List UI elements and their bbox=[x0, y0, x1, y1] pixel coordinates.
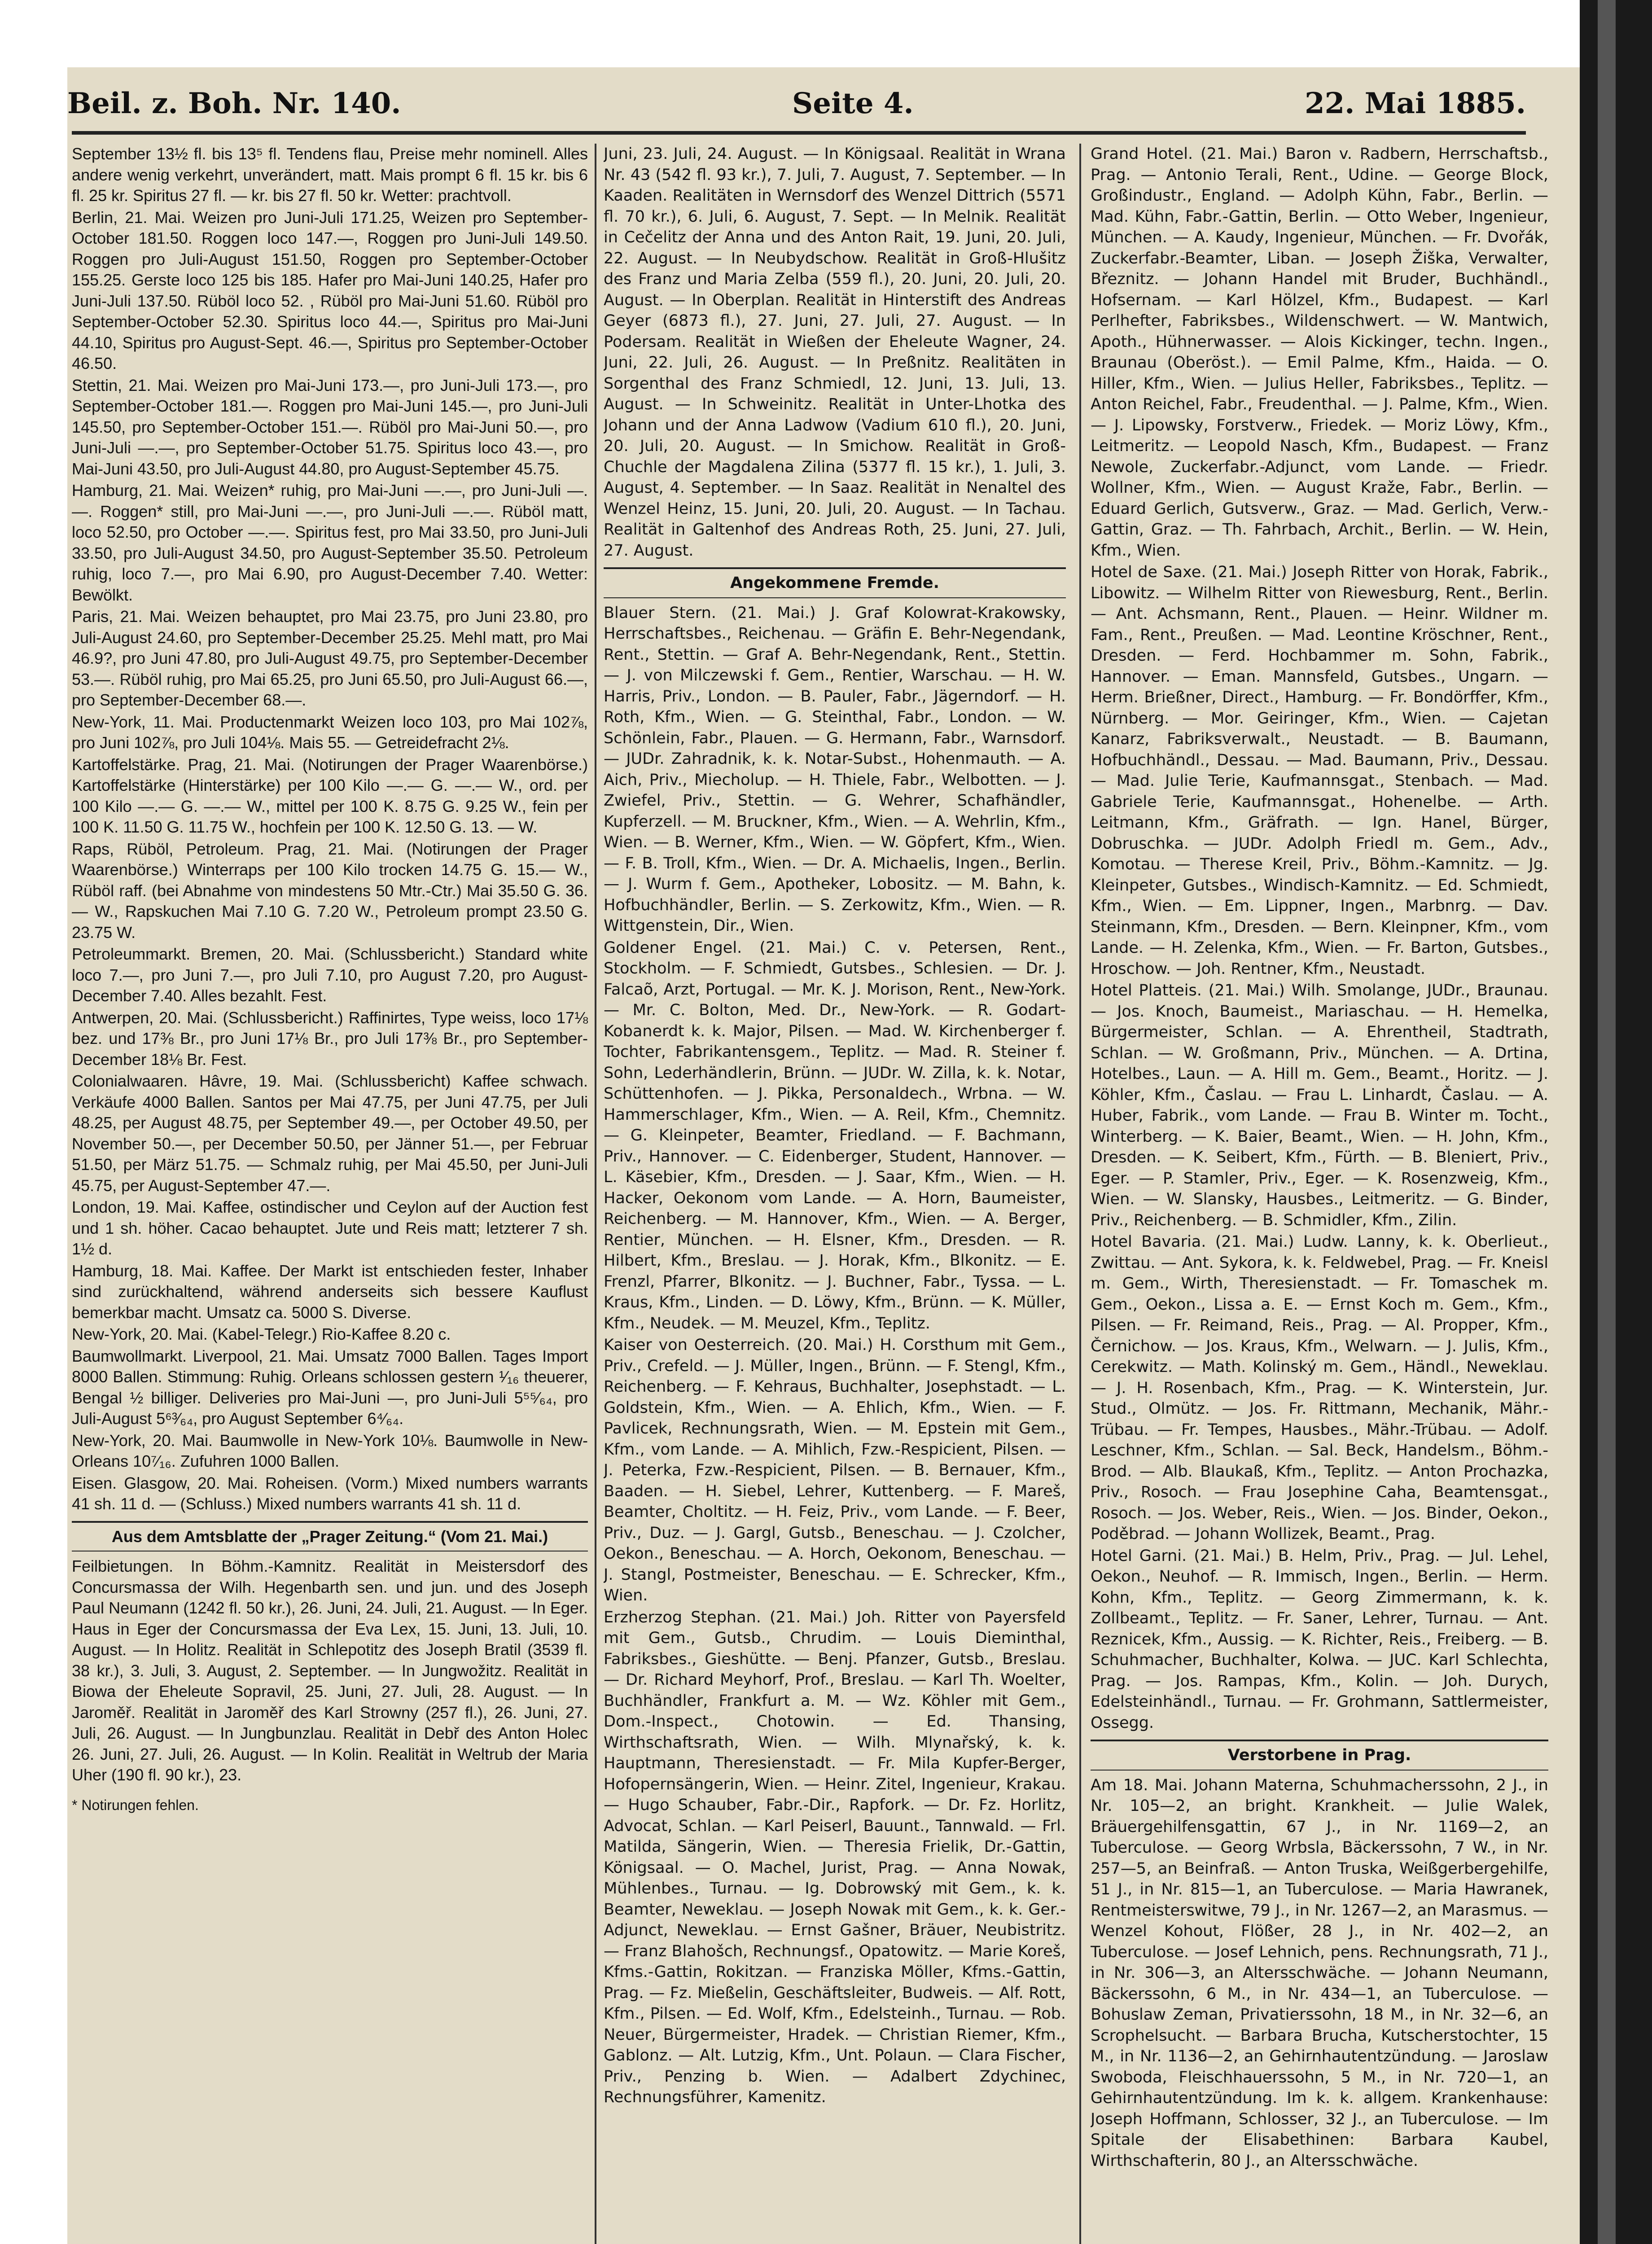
page-header bbox=[67, 79, 1526, 128]
auction-notice: Juni, 23. Juli, 24. August. — In Königsaal. Realität in Wrana Nr. 43 (542 fl. 93 kr.), 7. Juli, 7. August, 7. September. — In Kaaden. Realitäten in Wernsdorf des Wenzel Dittrich (5571 fl. 70 kr.), 6. Juli, 6. August, 7. Sept. — In Melnik. Realität in Cečelitz der Anna und des Anton Rait, 19. Juni, 20. Juli, 22. August. — In Neubydschow. Realität in Groß-Hlušitz des Franz und Maria Zelba (559 fl.), 20. Juni, 20. Juli, 20. August. — In Oberplan. Realität in Hinterstift des Andreas Geyer (6873 fl.), 27. Juni, 27. Juli, 27. August. — In Podersam. Realität in Wießen der Eheleute Wagner, 24. Juni, 22. Juli, 26. August. — In Preßnitz. Realitäten in Sorgenthal des Franz Schmiedl, 12. Juni, 13. Juli, 13. August. — In Schweinitz. Realität in Unter-Lhotka des Johann und der Anna Ladwow (Vadium 610 fl.), 20. Juni, 20. Juli, 20. August. — In Smichow. Realität in Groß-Chuchle der Magdalena Zilina (5377 fl. 15 kr.), 1. Juli, 3. August, 4. September. — In Saaz. Realität in Nenaltel des Wenzel Heinz, 15. Juni, 20. Juli, 20. August. — In Tachau. Realität in Galtenhof des Andreas Roth, 25. Juni, 27. Juli, 27. August. bbox=[604, 145, 1066, 560]
auction-notice: Feilbietungen. In Böhm.-Kamnitz. Realität in Meistersdorf des Concursmassa der Wilh. Hegenbarth sen. und jun. und des Joseph Paul Neumann (1242 fl. 50 kr.), 26. Juni, 24. Juli, 21. August. — In Eger. Haus in Eger der Concursmassa der Eva Lex, 15. Juni, 13. Juli, 10. August. — In Holitz. Realität in Schlepotitz des Joseph Bratil (3539 fl. 38 kr.), 3. Juli, 3. August, 2. September. — In Jungwožitz. Realität in Biowa der Eheleute Sopravil, 25. Juni, 27. Juli, 28. August. — In Jaroměř. Realität in Jaroměř des Karl Strowny (257 fl.), 26. Juni, 27. Juli, 26. August. — In Jungbunzlau. Realität in Debř des Anton Holec 26. Juni, 27. Juli, 26. August. — In Kolin. Realität in Weltrub der Maria Uher (190 fl. 90 kr.), 23. bbox=[72, 1557, 588, 1784]
hotel-guest-list: Hotel Platteis. (21. Mai.) Wilh. Smolange, JUDr., Braunau. — Jos. Knoch, Baumeist., Mariaschau. — H. Hemelka, Bürgermeister, Schlan. — A. Ehrentheil, Stadtrath, Schlan. — W. Großmann, Priv., München. — A. Drtina, Hotelbes., Laun. — A. Hill m. Gem., Beamt., Horitz. — J. Köhler, Kfm., Časlau. — Frau L. Linhardt, Časlau. — A. Huber, Fabrik., vom Lande. — Frau B. Winter m. Tocht., Winterberg. — K. Baier, Beamt., Wien. — H. John, Kfm., Dresden. — K. Seibert, Kfm., Fürth. — B. Bleniert, Priv., Eger. — P. Stamler, Priv., Eger. — K. Rosenzweig, Kfm., Wien. — W. Slansky, Hausbes., Leitmeritz. — G. Binder, Priv., Reichenberg. — B. Schmidler, Kfm., Zilin. bbox=[1091, 982, 1548, 1229]
hotel-guest-list: Grand Hotel. (21. Mai.) Baron v. Radbern, Herrschaftsb., Prag. — Antonio Terali, Rent., Udine. — George Block, Großindustr., England. — Adolph Kühn, Fabr., Berlin. — Mad. Kühn, Fabr.-Gattin, Berlin. — Otto Weber, Ingenieur, München. — A. Kaudy, Ingenieur, München. — Fr. Dvořák, Zuckerfabr.-Beamter, Liban. — Joseph Žiška, Verwalter, Březnitz. — Johann Handel mit Bruder, Buchhändl., Hofsernam. — Karl Hölzel, Kfm., Budapest. — Karl Perlhefter, Fabriksbes., Wildenschwert. — W. Mantwich, Apoth., Hühnerwasser. — Alois Kickinger, techn. Ingen., Braunau (Oberöst.). — Emil Palme, Kfm., Haida. — O. Hiller, Kfm., Wien. — Julius Heller, Fabriksbes., Teplitz. — Anton Reichel, Fabr., Freudenthal. — J. Palme, Kfm., Wien. — J. Lipowsky, Forstverw., Friedek. — Moriz Löwy, Kfm., Leitmeritz. — Leopold Nasch, Kfm., Budapest. — Franz Newole, Zuckerfabr.-Adjunct, vom Lande. — Friedr. Wollner, Kfm., Wien. — August Kraže, Fabr., Berlin. — Eduard Gerlich, Gutsverw., Graz. — Mad. Gerlich, Verw.-Gattin, Graz. — Th. Fahrbach, Archit., Berlin. — W. Hein, Kfm., Wien. bbox=[1091, 145, 1548, 560]
market-report: Berlin, 21. Mai. Weizen pro Juni-Juli 171.25, Weizen pro September-October 181.50. Roggen loco 147.—, Roggen pro Juni-Juli 149.50. Roggen pro Juli-August 151.50, Roggen pro September-October 155.25. Gerste loco 125 bis 185. Hafer pro Mai-Juni 140.25, Hafer pro Juni-Juli 137.50. Rüböl loco 52. , Rüböl pro Mai-Juni 51.60. Rüböl pro September-October 52.30. Spiritus loco 44.—, Spiritus pro Mai-Juni 44.10, Spiritus pro August-Sept. 46.—, Spiritus pro September-October 46.50. bbox=[72, 208, 588, 373]
header-rule bbox=[72, 131, 1526, 135]
market-report: Paris, 21. Mai. Weizen behauptet, pro Mai 23.75, pro Juni 23.80, pro Juli-August 24.60, pro September-December 25.25. Mehl matt, pro Mai 46.9?, pro Juni 47.80, pro Juli-August 49.75, pro September-December 53.—. Rüböl ruhig, pro Mai 65.25, pro Juni 65.50, pro Juli-August 66.—, pro September-December 68.—. bbox=[72, 607, 588, 709]
header-date: 22. Mai 1885. bbox=[1305, 86, 1526, 120]
header-page-number: Seite 4. bbox=[792, 86, 914, 120]
market-report: Hamburg, 21. Mai. Weizen* ruhig, pro Mai-Juni —.—, pro Juni-Juli —.—. Roggen* still, pro Mai-Juni —.—, pro Juni-Juli —.—. Rüböl matt, loco 52.50, pro October —.—. Spiritus fest, pro Mai 33.50, pro Juni-Juli 33.50, pro Juli-August 34.50, pro August-September 35.50. Petroleum ruhig, loco 7.—, pro Mai 6.90, pro August-December 7.40. Wetter: Bewölkt. bbox=[72, 481, 588, 604]
hotel-guest-list: Goldener Engel. (21. Mai.) C. v. Petersen, Rent., Stockholm. — F. Schmiedt, Gutsbes., Schlesien. — Dr. J. Falcaõ, Arzt, Portugal. — Mr. K. J. Morison, Rent., New-York. — Mr. C. Bolton, Med. Dr., New-York. — R. Godart-Kobanerdt k. k. Major, Pilsen. — Mad. W. Kirchenberger f. Tochter, Fabrikantensgem., Teplitz. — Mad. R. Steiner f. Sohn, Lederhändlerin, Brünn. — JUDr. W. Zilla, k. k. Notar, Schüttenhofen. — J. Pikka, Personaldech., Wrbna. — W. Hammerschlager, Kfm., Wien. — A. Reil, Kfm., Chemnitz. — G. Kleinpeter, Beamter, Friedland. — F. Bachmann, Priv., Hannover. — C. Eidenberger, Student, Hannover. — L. Käsebier, Kfm., Dresden. — J. Saar, Kfm., Wien. — H. Hacker, Oekonom vom Lande. — A. Horn, Baumeister, Reichenberg. — M. Hannover, Kfm., Wien. — A. Berger, Rentier, München. — H. Elsner, Kfm., Dresden. — R. Hilbert, Kfm., Breslau. — J. Horak, Kfm., Blkonitz. — E. Frenzl, Pfarrer, Blkonitz. — J. Buchner, Fabr., Tyssa. — L. Kraus, Kfm., Linden. — D. Löwy, Kfm., Brünn. — K. Müller, Kfm., Neudek. — M. Meuzel, Kfm., Teplitz. bbox=[604, 938, 1066, 1332]
market-report: Baumwollmarkt. Liverpool, 21. Mai. Umsatz 7000 Ballen. Tages Import 8000 Ballen. Stimmung: Ruhig. Orleans schlossen gestern ¹⁄₁₆ theuerer, Bengal ½ billiger. Deliveries pro Mai-Juni —, pro Juni-Juli 5⁵⁵⁄₆₄, pro Juli-August 5⁶³⁄₆₄, pro August September 6⁴⁄₆₄. bbox=[72, 1346, 588, 1428]
section-heading-amtsblatt: Aus dem Amtsblatte der „Prager Zeitung.“ (Vom 21. Mai.) bbox=[72, 1521, 588, 1552]
column-divider-2 bbox=[1079, 144, 1081, 2244]
market-report: New-York, 20. Mai. (Kabel-Telegr.) Rio-Kaffee 8.20 c. bbox=[72, 1325, 451, 1343]
hotel-guest-list: Hotel de Saxe. (21. Mai.) Joseph Ritter von Horak, Fabrik., Libowitz. — Wilhelm Ritter von Riewesburg, Rent., Berlin. — Ant. Achsmann, Rent., Plauen. — Heinr. Wildner m. Fam., Rent., Preußen. — Mad. Leontine Kröschner, Rent., Dresden. — Ferd. Hochbammer m. Sohn, Fabrik., Hannover. — Eman. Mannsfeld, Gutsbes., Ungarn. — Herm. Brießner, Direct., Hamburg. — Fr. Bondörffer, Kfm., Nürnberg. — Mor. Geiringer, Kfm., Wien. — Cajetan Kanarz, Fabriksverwalt., Neustadt. — B. Baumann, Hofbuchhändl., Dessau. — Mad. Baumann, Priv., Dessau. — Mad. Julie Terie, Kaufmannsgat., Stenbach. — Mad. Gabriele Terie, Kaufmannsgat., Hohenelbe. — Arth. Leitmann, Kfm., Gräfrath. — Ign. Hanel, Bürger, Dobruschka. — JUDr. Adolph Friedl m. Gem., Adv., Komotau. — Therese Kreil, Priv., Böhm.-Kamnitz. — Jg. Kleinpeter, Gutsbes., Windisch-Kamnitz. — Ed. Schmiedt, Kfm., Wien. — Em. Lippner, Ingen., Marbnrg. — Dav. Steinmann, Kfm., Dresden. — Bern. Kleinpner, Kfm., vom Lande. — H. Zelenka, Kfm., Wien. — Fr. Barton, Gutsbes., Hroschow. — Joh. Rentner, Kfm., Neustadt. bbox=[1091, 563, 1548, 978]
market-report: Stettin, 21. Mai. Weizen pro Mai-Juni 173.—, pro Juni-Juli 173.—, pro September-October 181.—. Roggen pro Mai-Juni 145.—, pro Juni-Juli 145.50, pro September-October 151.—. Rüböl pro Mai-Juni 50.—, pro Juni-Juli —.—, pro September-October 51.75. Spiritus loco 43.—, pro Mai-Juni 43.50, pro Juli-August 44.80, pro August-September 45.75. bbox=[72, 376, 588, 478]
market-report: New-York, 11. Mai. Productenmarkt Weizen loco 103, pro Mai 102⅞, pro Juni 102⅞, pro Juli 104⅛. Mais 55. — Getreidefracht 2⅛. bbox=[72, 712, 588, 752]
market-report: Antwerpen, 20. Mai. (Schlussbericht.) Raffinirtes, Type weiss, loco 17⅛ bez. und 17⅜ Br., pro Juni 17⅛ Br., pro Juli 17⅜ Br., pro September-December 18⅛ Br. Fest. bbox=[72, 1008, 588, 1069]
scan-border-inner bbox=[1598, 0, 1616, 2244]
market-report: Eisen. Glasgow, 20. Mai. Roheisen. (Vorm.) Mixed numbers warrants 41 sh. 11 d. — (Schluss.) Mixed numbers warrants 41 sh. 11 d. bbox=[72, 1473, 588, 1513]
section-heading-deaths: Verstorbene in Prag. bbox=[1091, 1740, 1548, 1771]
hotel-guest-list: Erzherzog Stephan. (21. Mai.) Joh. Ritter von Payersfeld mit Gem., Gutsb., Chrudim. — Louis Dieminthal, Fabriksbes., Gieshütte. — Benj. Pfanzer, Gutsb., Breslau. — Dr. Richard Meyhorf, Prof., Breslau. — Karl Th. Woelter, Buchhändler, Frankfurt a. M. — Wz. Köhler mit Gem., Dom.-Inspect., Chotowin. — Ed. Thansing, Wirthschaftsrath, Wien. — Wilh. Mlynařský, k. k. Hauptmann, Theresienstadt. — Fr. Mila Kupfer-Berger, Hofopernsängerin, Wien. — Heinr. Zitel, Ingenieur, Krakau. — Hugo Schauber, Fabr.-Dir., Rapfork. — Dr. Fz. Horlitz, Advocat, Schlan. — Karl Peiserl, Bauunt., Tannwald. — Frl. Matilda, Sängerin, Wien. — Theresia Frielik, Dr.-Gattin, Königsaal. — O. Machel, Jurist, Prag. — Anna Nowak, Mühlenbes., Turnau. — Ig. Dobrowský mit Gem., k. k. Beamter, Neweklau. — Joseph Nowak mit Gem., k. k. Ger.-Adjunct, Neweklau. — Ernst Gašner, Bräuer, Neubistritz. — Franz Blahošch, Rechnungsf., Opatowitz. — Marie Koreš, Kfms.-Gattin, Rokitzan. — Franziska Möller, Kfms.-Gattin, Prag. — Fz. Mießelin, Geschäftsleiter, Budweis. — Alf. Rott, Kfm., Pilsen. — Ed. Wolf, Kfm., Edelsteinh., Turnau. — Rob. Neuer, Bürgermeister, Hradek. — Christian Riemer, Kfm., Gablonz. — Alt. Lutzig, Kfm., Unt. Polaun. — Clara Fischer, Priv., Penzing b. Wien. — Adalbert Zdychinec, Rechnungsführer, Kamenitz. bbox=[604, 1608, 1066, 2106]
market-report: Colonialwaaren. Hâvre, 19. Mai. (Schlussbericht) Kaffee schwach. Verkäufe 4000 Ballen. Santos per Mai 47.75, per Juni 47.75, per Juli 48.25, per August 48.75, per September 49.—, per October 49.50, per November 50.—, per December 50.50, per Jänner 51.—, per Februar 51.50, per März 51.75. — Schmalz ruhig, per Mai 45.50, per Juni-Juli 45.75, per August-September 47.—. bbox=[72, 1072, 588, 1195]
scan-border bbox=[1580, 0, 1652, 2244]
hotel-guest-list: Blauer Stern. (21. Mai.) J. Graf Kolowrat-Krakowsky, Herrschaftsbes., Reichenau. — Gräfin E. Behr-Negendank, Rent., Stettin. — Graf A. Behr-Negendank, Rent., Stettin. — J. von Milczewski f. Gem., Rentier, Warschau. — H. W. Harris, Priv., London. — B. Pauler, Fabr., Jägerndorf. — H. Roth, Kfm., Wien. — G. Steinthal, Fabr., London. — W. Schönlein, Fabr., Plauen. — G. Hermann, Fabr., Warnsdorf. — JUDr. Zahradnik, k. k. Notar-Subst., Hohenmauth. — A. Aich, Priv., Miecholup. — H. Thiele, Fabr., Welbotten. — J. Zwiefel, Priv., Stettin. — G. Wehrer, Schafhändler, Kupferzell. — M. Bruckner, Kfm., Wien. — A. Wehrlin, Kfm., Wien. — B. Werner, Kfm., Wien. — W. Göpfert, Kfm., Wien. — F. B. Troll, Kfm., Wien. — Dr. A. Michaelis, Ingen., Berlin. — J. Wurm f. Gem., Apotheker, Lobositz. — M. Bahn, k. Hofbuchhändler, Berlin. — S. Zerkowitz, Kfm., Wien. — R. Wittgenstein, Dir., Wien. bbox=[604, 604, 1066, 935]
hotel-guest-list: Hotel Bavaria. (21. Mai.) Ludw. Lanny, k. k. Oberlieut., Zwittau. — Ant. Sykora, k. k. Feldwebel, Prag. — Fr. Kneisl m. Gem., Wirth, Theresienstadt. — Fr. Tomaschek m. Gem., Oekon., Lissa a. E. — Ernst Koch m. Gem., Kfm., Pilsen. — Fr. Reimand, Reis., Prag. — Al. Propper, Kfm., Černichow. — Jos. Kraus, Kfm., Welwarn. — J. Julis, Kfm., Cerekwitz. — Math. Kolinský m. Gem., Händl., Neweklau. — J. H. Rosenbach, Kfm., Prag. — K. Winterstein, Jur. Stud., Olmütz. — Jos. Fr. Rittmann, Mechanik, Mähr.-Trübau. — Fr. Tempes, Hausbes., Mähr.-Trübau. — Adolf. Leschner, Kfm., Schlan. — Sal. Beck, Handelsm., Böhm.-Brod. — Alb. Blaukaß, Kfm., Teplitz. — Anton Prochazka, Priv., Rosoch. — Frau Josephine Caha, Beamtensgat., Rosoch. — Jos. Weber, Reis., Wien. — Jos. Binder, Oekon., Poděbrad. — Johann Wollizek, Beamt., Prag. bbox=[1091, 1233, 1548, 1543]
header-issue: Beil. z. Boh. Nr. 140. bbox=[67, 86, 401, 120]
section-heading-arrivals: Angekommene Fremde. bbox=[604, 567, 1066, 598]
market-report: London, 19. Mai. Kaffee, ostindischer und Ceylon auf der Auction fest und 1 sh. höher. Cacao behauptet. Jute und Reis matt; letzterer 7 sh. 1½ d. bbox=[72, 1198, 588, 1258]
hotel-guest-list: Kaiser von Oesterreich. (20. Mai.) H. Corsthum mit Gem., Priv., Crefeld. — J. Müller, Ingen., Brünn. — F. Stengl, Kfm., Reichenberg. — F. Kehraus, Buchhalter, Josephstadt. — L. Goldstein, Kfm., Wien. — A. Ehlich, Kfm., Wien. — F. Pavlicek, Rechnungsrath, Wien. — M. Epstein mit Gem., Kfm., vom Lande. — A. Mihlich, Fzw.-Respicient, Pilsen. — J. Peterka, Fzw.-Respicient, Pilsen. — B. Bernauer, Kfm., Baaden. — H. Siebel, Lehrer, Kuttenberg. — F. Mareš, Beamter, Choltitz. — H. Feiz, Priv., vom Lande. — F. Beer, Priv., Duz. — J. Gargl, Gutsb., Beneschau. — J. Czolcher, Oekon., Beneschau. — A. Horch, Oekonom, Beneschau. — J. Stangl, Postmeister, Beneschau. — E. Schrecker, Kfm., Wien. bbox=[604, 1336, 1066, 1604]
column-3 bbox=[1091, 144, 1548, 2244]
death-notices: Am 18. Mai. Johann Materna, Schuhmacherssohn, 2 J., in Nr. 105—2, an bright. Krankheit. — Julie Walek, Bräuergehilfensgattin, 67 J., in Nr. 1169—2, an Tuberculose. — Georg Wrbsla, Bäckerssohn, 7 W., in Nr. 257—5, an Beinfraß. — Anton Truska, Weißgerbergehilfe, 51 J., in Nr. 815—1, an Tuberculose. — Maria Hawranek, Rentmeisterswitwe, 79 J., in Nr. 1267—2, an Marasmus. — Wenzel Kohout, Flößer, 28 J., in Nr. 402—2, an Tuberculose. — Josef Lehnich, pens. Rechnungsrath, 71 J., in Nr. 306—3, an Altersschwäche. — Johann Neumann, Bäckerssohn, 6 M., in Nr. 434—1, an Tuberculose. — Bohuslaw Zeman, Privatierssohn, 18 M., in Nr. 32—6, an Scrophelsucht. — Barbara Brucha, Kutscherstochter, 15 M., in Nr. 1136—2, an Gehirnhautentzündung. — Jaroslaw Swoboda, Fleischhauerssohn, 5 M., in Nr. 720—1, an Gehirnhautentzündung. Im k. k. allgem. Krankenhause: Joseph Hoffmann, Schlosser, 32 J., an Tuberculose. — Im Spitale der Elisabethinen: Barbara Kaubel, Wirthschafterin, 80 J., an Altersschwäche. bbox=[1091, 1776, 1548, 2170]
market-report: Kartoffelstärke. Prag, 21. Mai. (Notirungen der Prager Waarenbörse.) Kartoffelstärke (Hinterstärke) per 100 Kilo —.— G. —.— W., ord. per 100 Kilo —.— G. —.— W., mittel per 100 K. 8.75 G. 9.25 W., fein per 100 K. 11.50 G. 11.75 W., hochfein per 100 K. 12.50 G. 13. — W. bbox=[72, 755, 588, 836]
column-2 bbox=[604, 144, 1066, 2244]
hotel-guest-list: Hotel Garni. (21. Mai.) B. Helm, Priv., Prag. — Jul. Lehel, Oekon., Neuhof. — R. Immisch, Ingen., Berlin. — Herm. Kohn, Kfm., Teplitz. — Georg Zimmermann, k. k. Zollbeamt., Teplitz. — Fr. Saner, Lehrer, Turnau. — Ant. Reznicek, Kfm., Aussig. — K. Richter, Reis., Freiberg. — B. Schuhmacher, Buchhalter, Kolwa. — JUC. Karl Schlechta, Prag. — Jos. Rampas, Kfm., Kolin. — Joh. Durych, Edelsteinhändl., Turnau. — Fr. Grohmann, Sattlermeister, Ossegg. bbox=[1091, 1547, 1548, 1732]
market-report: September 13½ fl. bis 13⁵ fl. Tendens flau, Preise mehr nominell. Alles andere wenig verkehrt, unverändert, matt. Mais prompt 6 fl. 15 kr. bis 6 fl. 25 kr. Spiritus 27 fl. — kr. bis 27 fl. 50 kr. Wetter: prachtvoll. bbox=[72, 145, 588, 205]
market-report: Hamburg, 18. Mai. Kaffee. Der Markt ist entschieden fester, Inhaber sind zurückhaltend, während anderseits sich bessere Kauflust bemerkbar macht. Umsatz ca. 5000 S. Diverse. bbox=[72, 1261, 588, 1322]
market-report: New-York, 20. Mai. Baumwolle in New-York 10⅛. Baumwolle in New-Orleans 10⁷⁄₁₆. Zufuhren 1000 Ballen. bbox=[72, 1431, 588, 1470]
column-1 bbox=[72, 144, 588, 2244]
market-report: Petroleummarkt. Bremen, 20. Mai. (Schlussbericht.) Standard white loco 7.—, pro Juni 7.—, pro Juli 7.10, pro August 7.20, pro August-December 7.40. Alles bezahlt. Fest. bbox=[72, 945, 588, 1005]
footnote: * Notirungen fehlen. bbox=[72, 1797, 199, 1813]
column-divider-1 bbox=[595, 144, 596, 2244]
market-report: Raps, Rüböl, Petroleum. Prag, 21. Mai. (Notirungen der Prager Waarenbörse.) Winterraps per 100 Kilo trocken 14.75 G. 15.— W., Rüböl raff. (bei Abnahme von mindestens 50 Mtr.-Ctr.) Mai 35.50 G. 36.— W., Rapskuchen Mai 7.10 G. 7.20 W., Petroleum prompt 23.50 G. 23.75 W. bbox=[72, 839, 588, 942]
